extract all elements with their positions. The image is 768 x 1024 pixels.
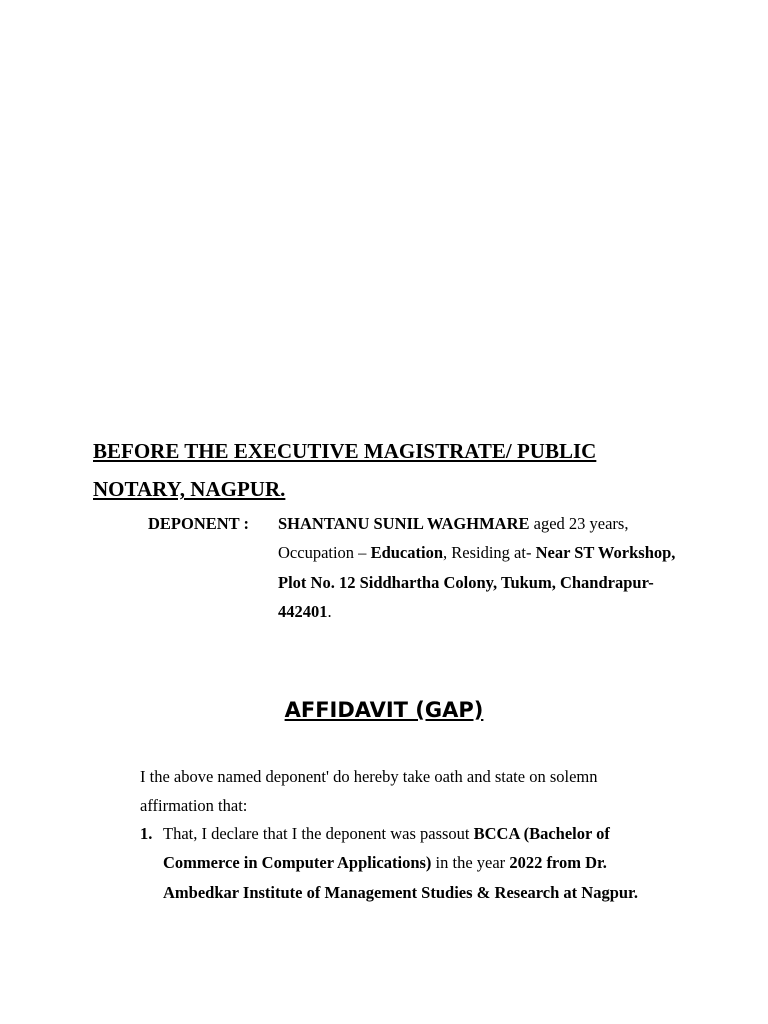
deponent-address: Near ST Workshop, Plot No. 12 Siddhartha Colony, Tukum, Chandrapur-442401 <box>278 543 676 621</box>
point-course: BCCA (Bachelor of Commerce in Computer Applications) <box>163 824 610 873</box>
deponent-label: DEPONENT : <box>148 514 249 533</box>
point-number: 1. <box>140 824 153 843</box>
deponent-residing-text: , Residing at- <box>443 543 536 563</box>
affirmation-intro: I the above named deponent' do hereby take oath and state on solemn affirmation that: <box>140 767 598 816</box>
deponent-end: . <box>327 601 332 621</box>
affidavit-title: AFFIDAVIT (GAP) <box>284 698 484 722</box>
point-text <box>163 819 660 907</box>
point-year-college: 2022 from Dr. Ambedkar Institute of Management Studies & Research at Nagpur. <box>163 853 638 902</box>
point-text-b: in the year <box>431 853 510 873</box>
deponent-name: SHANTANU SUNIL WAGHMARE <box>278 514 530 533</box>
court-heading-line-1: BEFORE THE EXECUTIVE MAGISTRATE/ PUBLIC <box>93 439 597 463</box>
deponent-age-text: aged 23 years, Occupation – <box>278 514 629 563</box>
point-text-a: That, I declare that I the deponent was passout <box>163 824 474 843</box>
deponent-occupation: Education <box>370 543 443 563</box>
court-heading-line-2: NOTARY, NAGPUR. <box>93 477 286 501</box>
deponent-details <box>278 509 688 626</box>
court-heading <box>93 432 733 508</box>
